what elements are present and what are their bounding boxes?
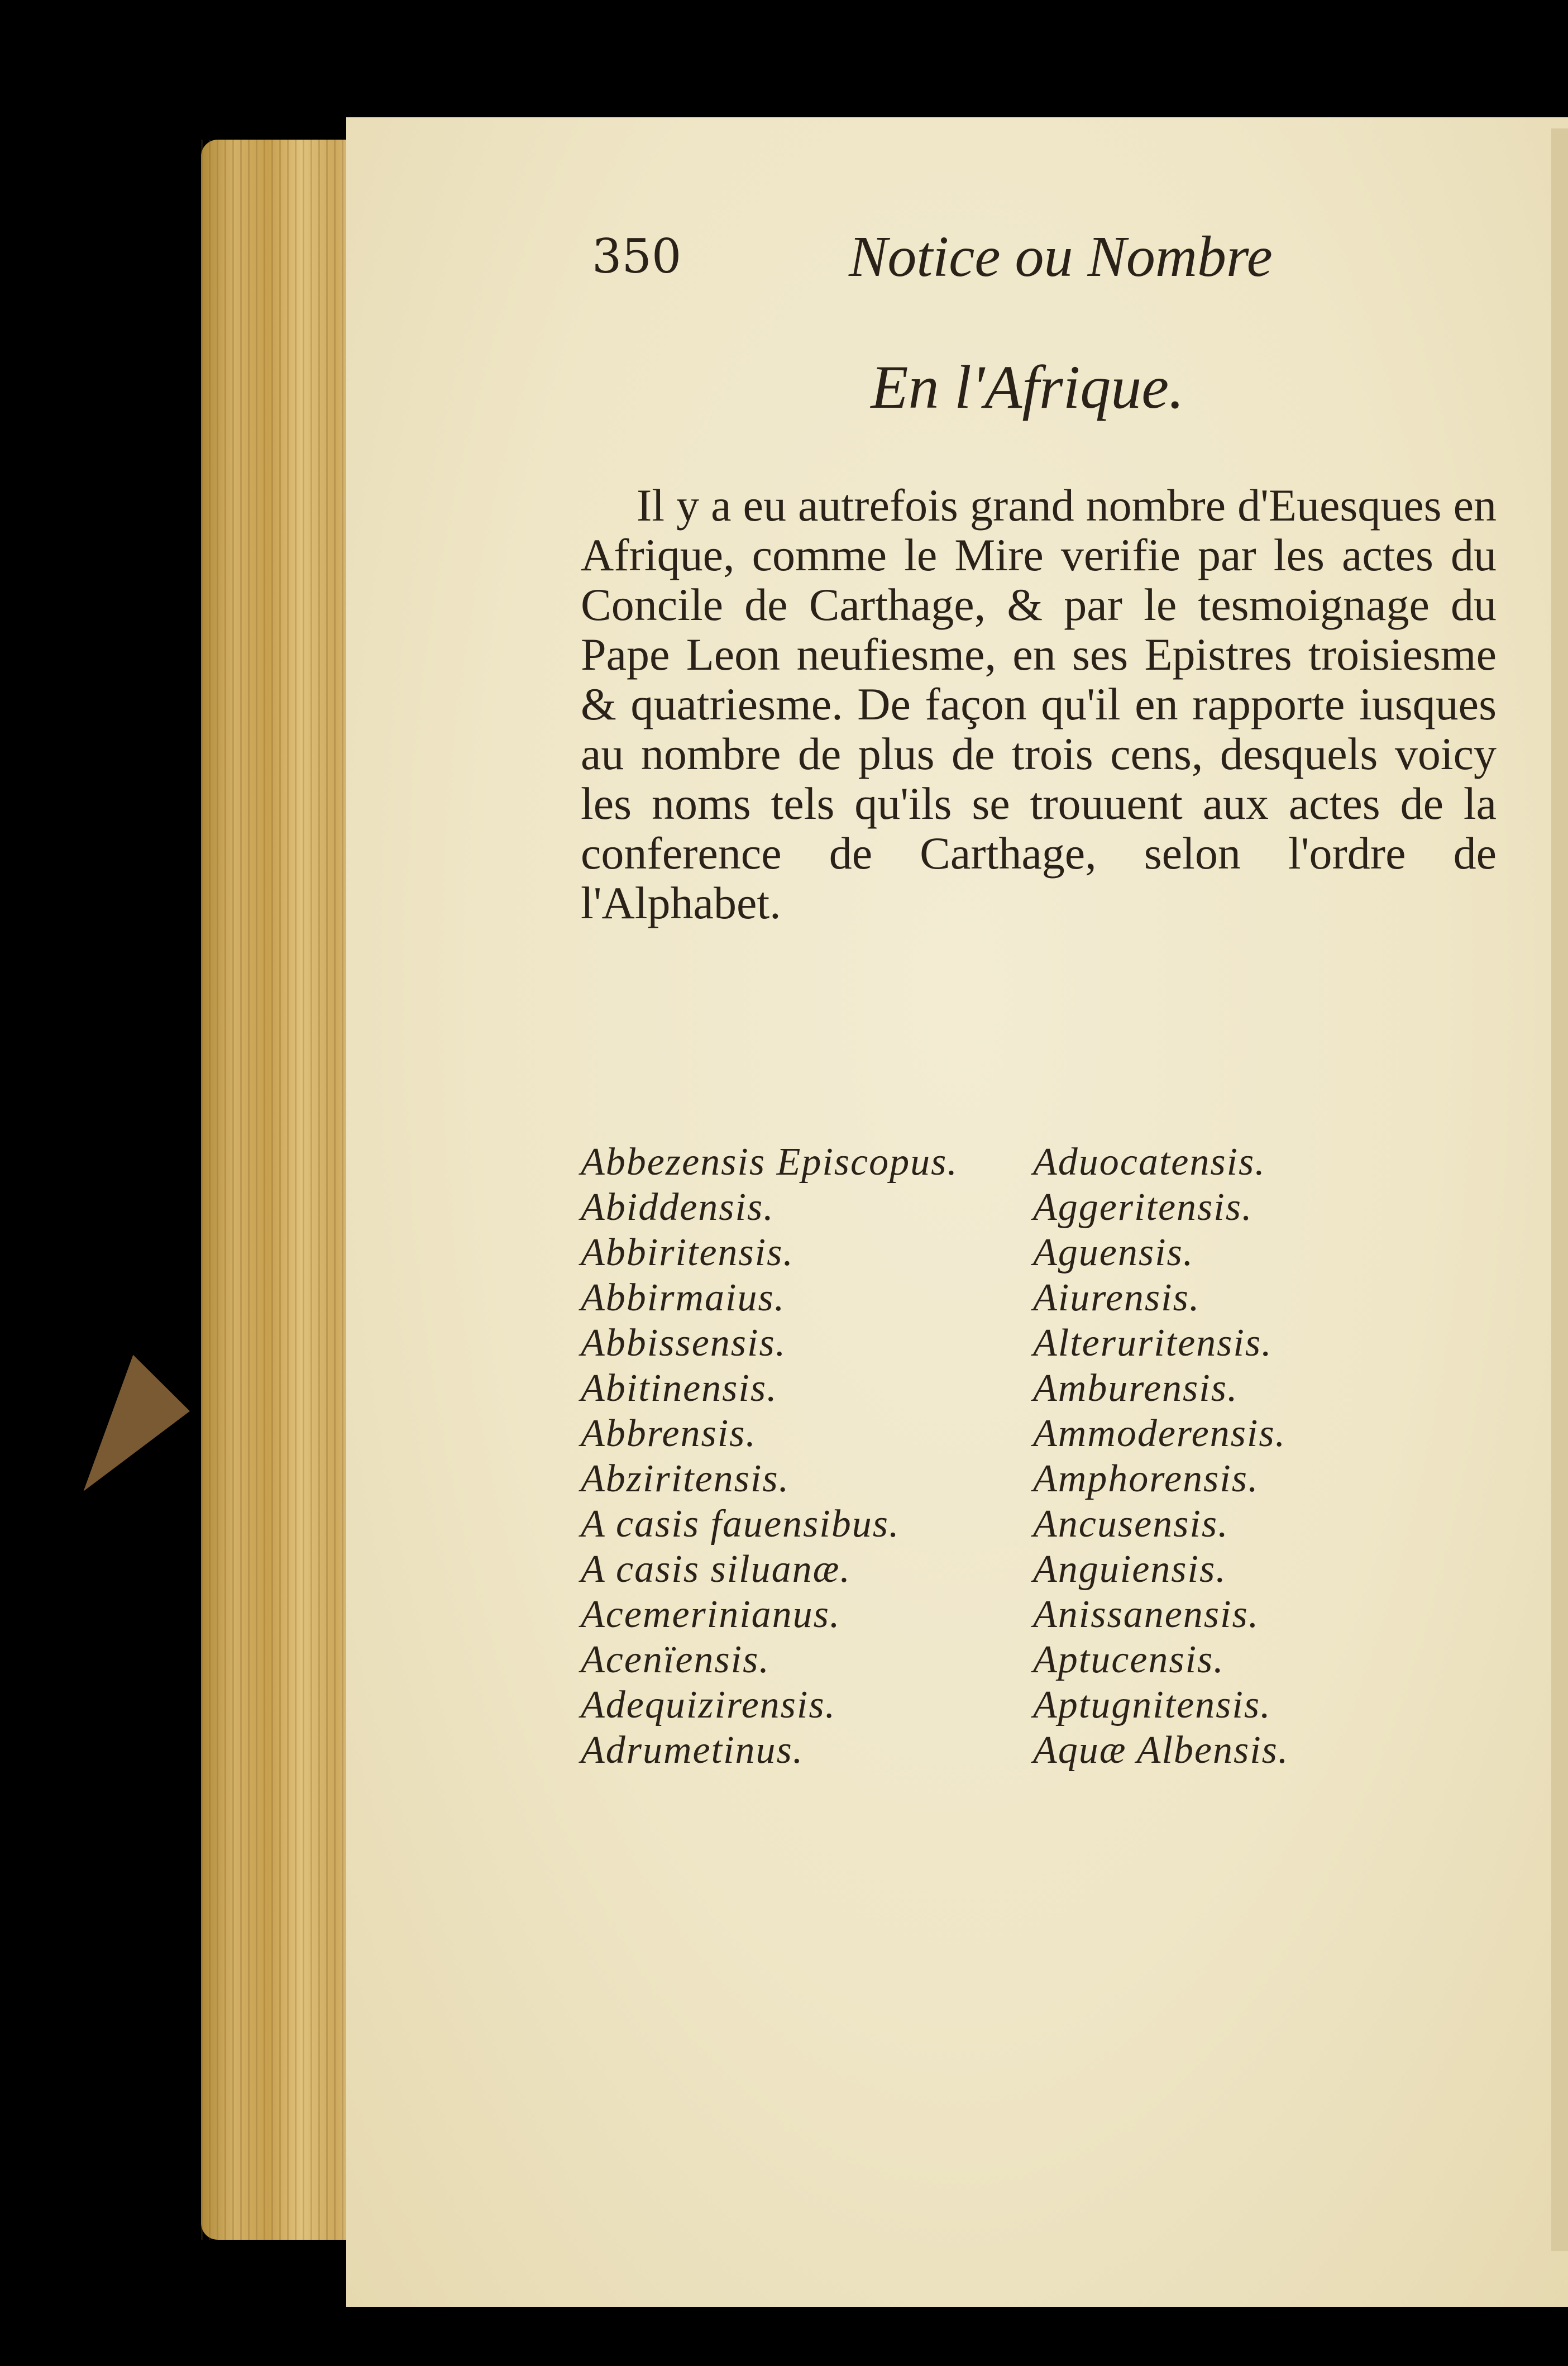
list-item: Abbezensis Episcopus. — [581, 1141, 958, 1184]
list-item: Adequizirensis. — [581, 1683, 836, 1726]
list-item: Anissanensis. — [1033, 1593, 1260, 1636]
list-item: Abitinensis. — [581, 1367, 778, 1410]
list-item: Aduocatensis. — [1033, 1141, 1266, 1184]
body-paragraph: Il y a eu autrefois grand nombre d'Euesques en Afrique, comme le Mire verifie par les actes du Concile de Carthage, & par le tesmoignage du Pape Leon neufiesme, en ses Epistres troisiesme & quatriesme. De façon qu'il en rapporte iusques au nombre de plus de trois cens, desquels voicy les noms tels qu'ils se trouuent aux actes de la conference de Carthage, selon l'ordre de l'Alphabet. — [581, 480, 1497, 928]
list-item: Ancusensis. — [1033, 1502, 1229, 1545]
list-item: Amburensis. — [1033, 1367, 1239, 1410]
list-item: Abbirmaius. — [581, 1276, 786, 1319]
list-item: Anguiensis. — [1033, 1548, 1227, 1591]
list-column-left — [581, 1139, 958, 1773]
list-item: A casis siluanæ. — [581, 1548, 851, 1591]
list-item: Aptucensis. — [1033, 1638, 1225, 1681]
list-item: Aguensis. — [1033, 1231, 1194, 1274]
list-item: Abiddensis. — [581, 1186, 775, 1229]
list-item: Ammoderensis. — [1033, 1412, 1287, 1455]
list-item: Alteruritensis. — [1033, 1322, 1273, 1365]
bishop-list — [581, 1139, 1418, 1977]
list-item: Abbissensis. — [581, 1322, 787, 1365]
facing-page-edge — [1551, 128, 1568, 2251]
list-item: Aptugnitensis. — [1033, 1683, 1271, 1726]
list-item: Aiurensis. — [1033, 1276, 1201, 1319]
list-item: A casis fauensibus. — [581, 1502, 900, 1545]
list-item: Abziritensis. — [581, 1457, 790, 1500]
list-item: Aquæ Albensis. — [1033, 1729, 1289, 1772]
list-item: Abbiritensis. — [581, 1231, 794, 1274]
running-head — [592, 223, 1329, 302]
page-edges — [201, 140, 369, 2240]
list-item: Acemerinianus. — [581, 1593, 841, 1636]
section-title: En l'Afrique. — [871, 353, 1184, 421]
list-item: Amphorensis. — [1033, 1457, 1259, 1500]
list-item: Adrumetinus. — [581, 1729, 804, 1772]
page-number: 350 — [592, 229, 682, 284]
list-item: Abbrensis. — [581, 1412, 757, 1455]
bookmark-strip — [83, 1355, 201, 1516]
list-column-right — [1033, 1139, 1289, 1773]
running-title: Notice ou Nombre — [849, 225, 1273, 289]
list-item: Aggeritensis. — [1033, 1186, 1253, 1229]
list-item: Acenïensis. — [581, 1638, 770, 1681]
